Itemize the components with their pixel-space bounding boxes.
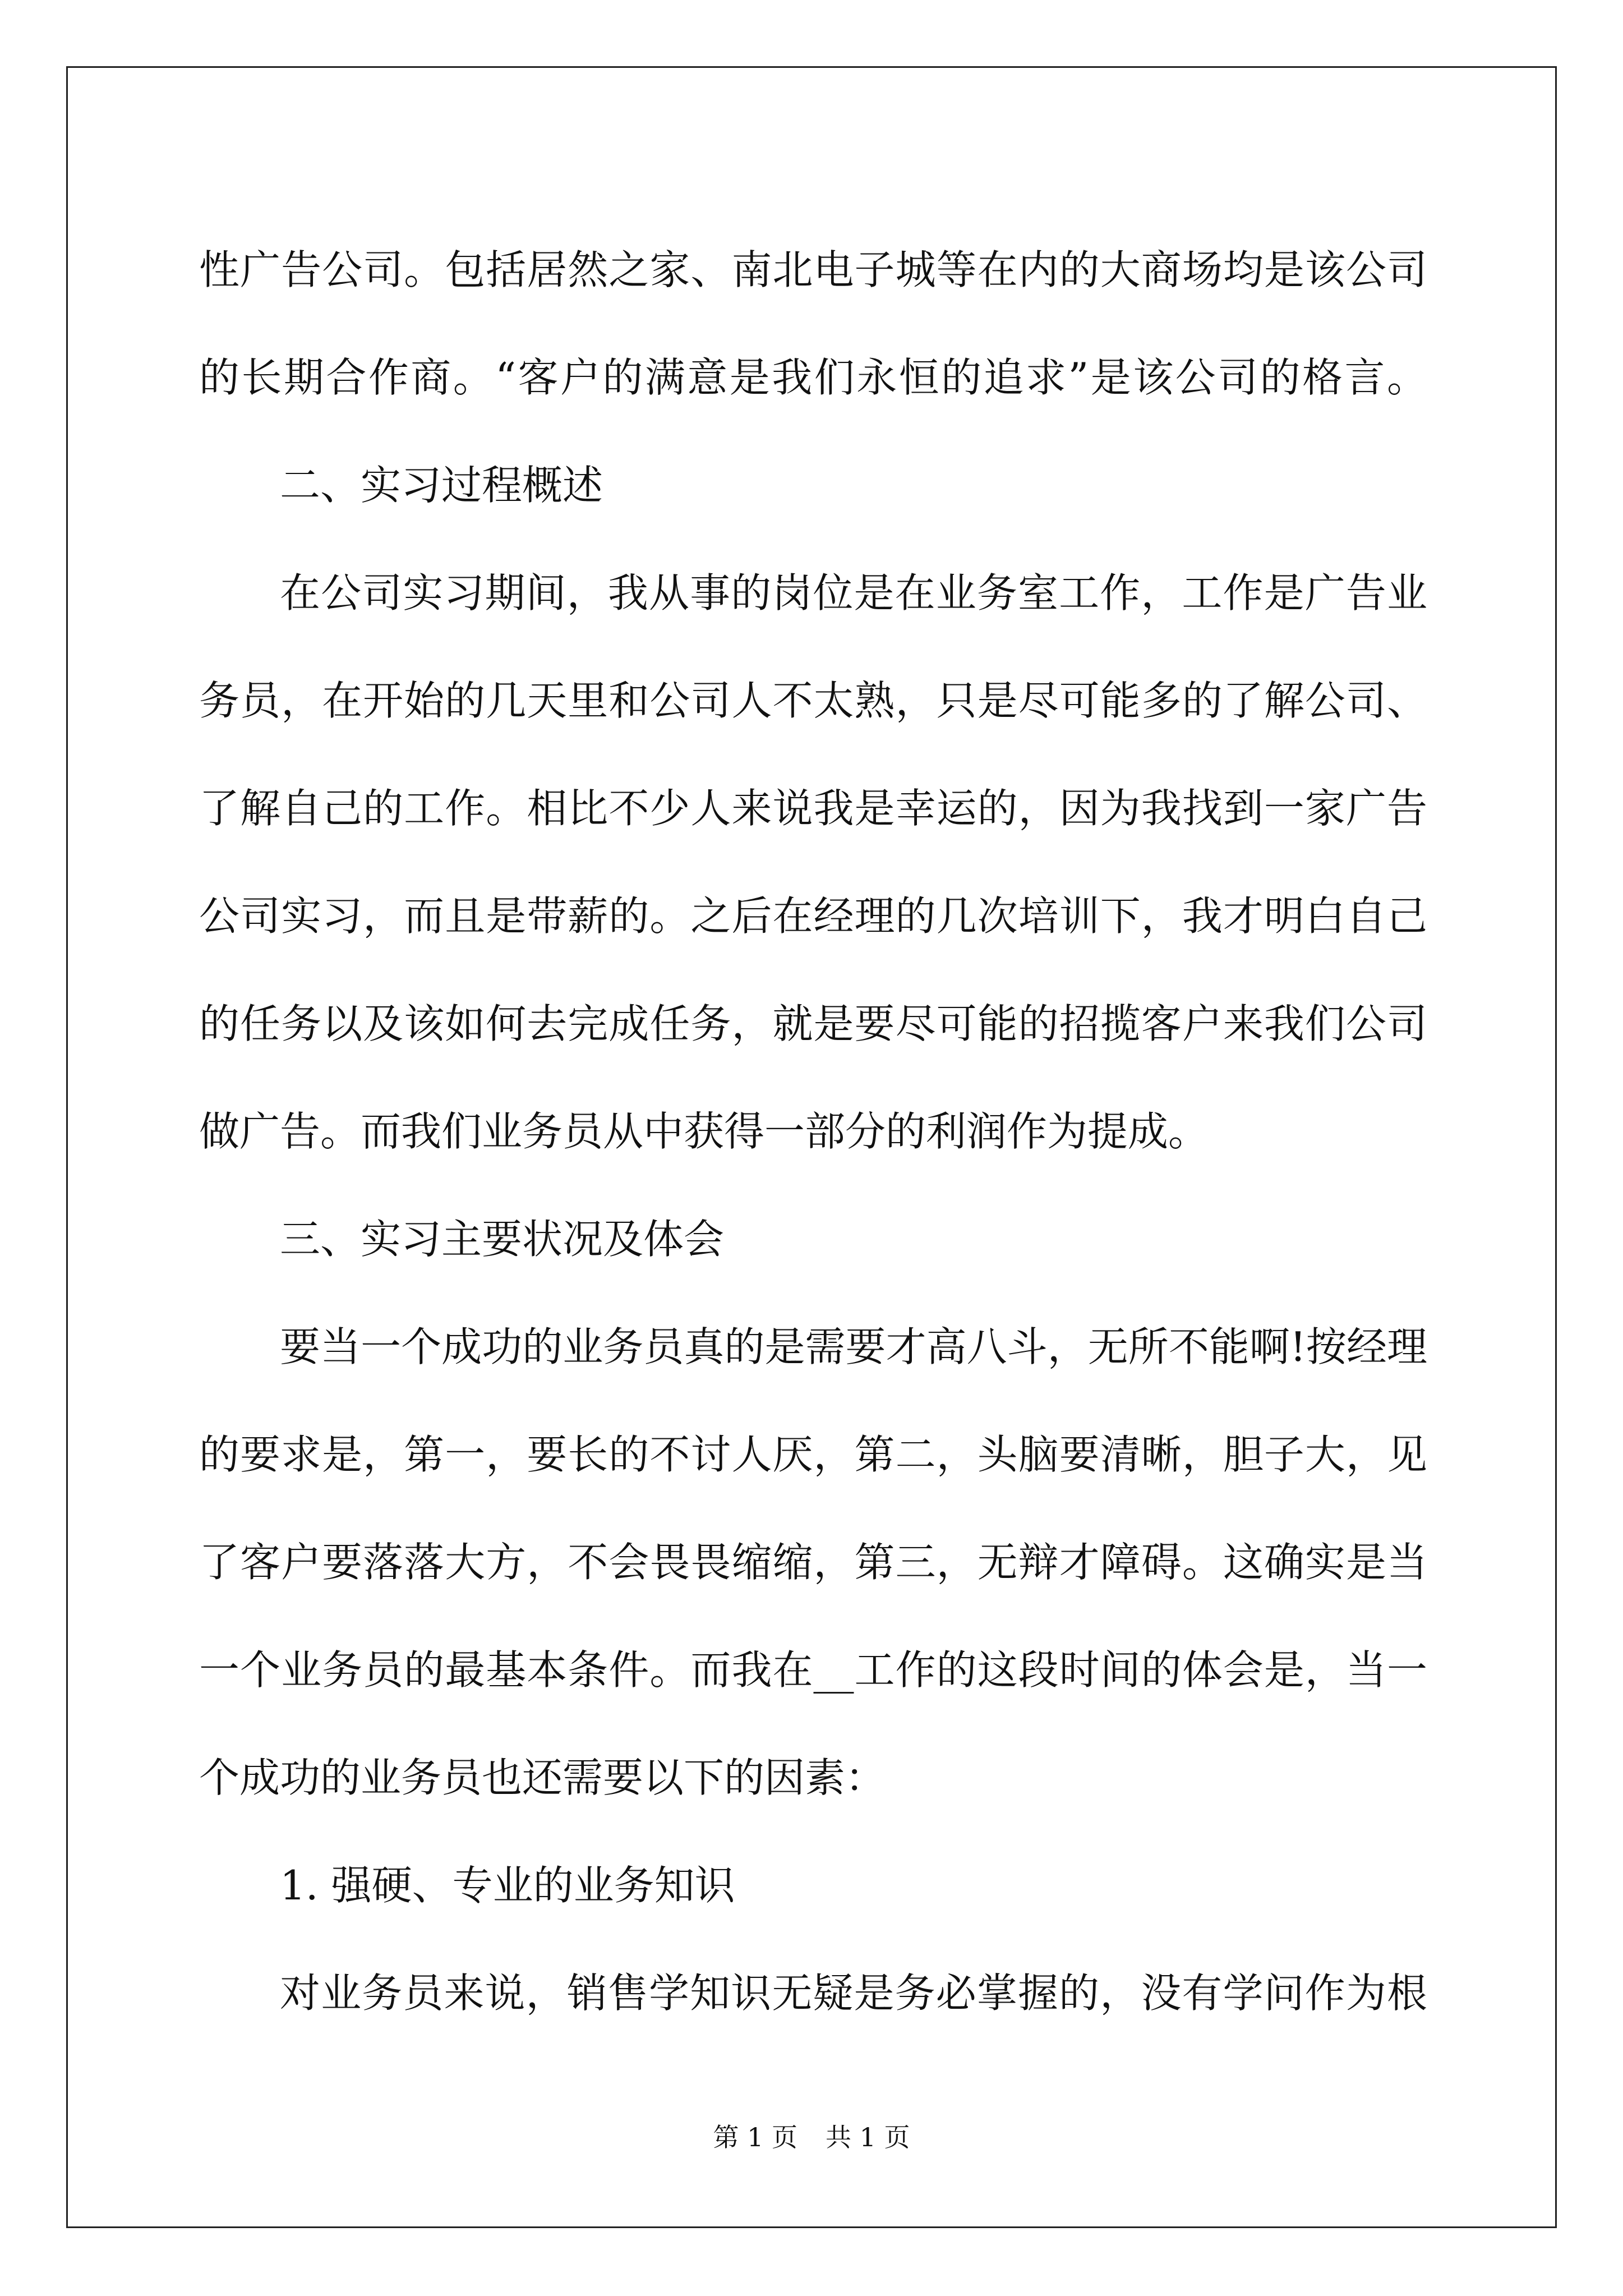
body-line: 做广告。而我们业务员从中获得一部分的利润作为提成。 — [199, 1108, 1209, 1155]
page-number: 第 1 页 — [713, 2122, 797, 2152]
section-heading: 三、实习主要状况及体会 — [280, 1216, 725, 1263]
document-body — [199, 216, 1427, 2047]
subsection-heading: 1. 强硬、专业的业务知识 — [280, 1862, 735, 1909]
body-line: 务员，在开始的几天里和公司人不太熟，只是尽可能多的了解公司、 — [199, 677, 1427, 724]
page-footer — [0, 2120, 1623, 2154]
body-line: 在公司实习期间，我从事的岗位是在业务室工作，工作是广告业 — [280, 569, 1427, 616]
body-line: 了解自己的工作。相比不少人来说我是幸运的，因为我找到一家广告 — [199, 785, 1427, 832]
body-line: 的任务以及该如何去完成任务，就是要尽可能的招揽客户来我们公司 — [199, 1000, 1427, 1047]
body-line: 的长期合作商。“客户的满意是我们永恒的追求”是该公司的格言。 — [199, 354, 1427, 401]
body-line: 性广告公司。包括居然之家、南北电子城等在内的大商场均是该公司 — [199, 246, 1427, 293]
body-line: 了客户要落落大方，不会畏畏缩缩，第三，无辩才障碍。这确实是当 — [199, 1539, 1427, 1586]
body-line: 公司实习，而且是带薪的。之后在经理的几次培训下，我才明白自己 — [199, 892, 1427, 940]
body-line: 对业务员来说，销售学知识无疑是务必掌握的，没有学问作为根 — [280, 1970, 1427, 2017]
page-total: 共 1 页 — [826, 2122, 910, 2152]
body-line: 一个业务员的最基本条件。而我在__工作的这段时间的体会是，当一 — [199, 1646, 1427, 1694]
section-heading: 二、实习过程概述 — [280, 462, 603, 509]
body-line: 的要求是，第一，要长的不讨人厌，第二，头脑要清晰，胆子大，见 — [199, 1431, 1427, 1478]
body-line: 要当一个成功的业务员真的是需要才高八斗，无所不能啊!按经理 — [280, 1323, 1427, 1370]
body-line: 个成功的业务员也还需要以下的因素： — [199, 1754, 886, 1801]
